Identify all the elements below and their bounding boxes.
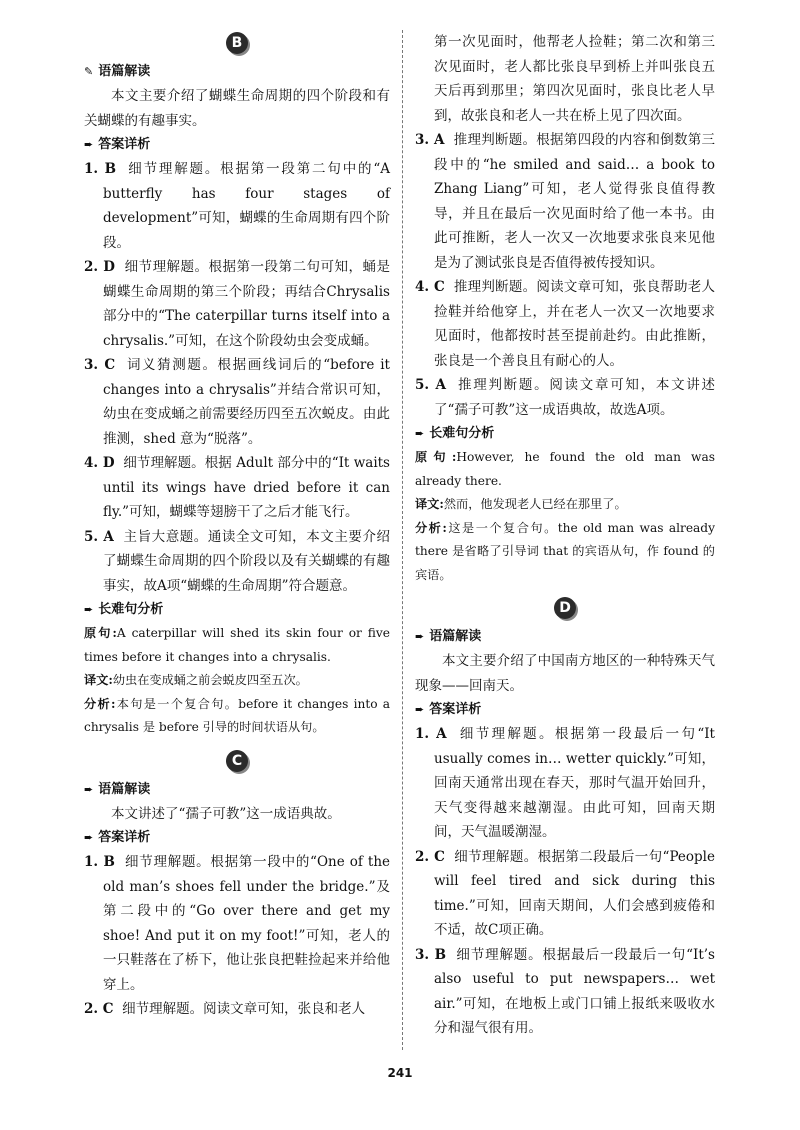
arrow-icon: ➨	[415, 703, 425, 716]
arrow-icon: ➨	[84, 831, 94, 844]
left-column	[84, 28, 390, 1022]
section-c-badge: C	[226, 750, 248, 772]
arrow-icon: ➨	[415, 630, 425, 643]
answer-heading: ➨ 答案详析	[84, 826, 390, 850]
arrow-icon: ➨	[84, 138, 94, 151]
column-divider	[402, 30, 403, 1050]
sentence-heading: ➨ 长难句分析	[84, 598, 390, 622]
answer-item: 4. D 细节理解题。根据 Adult 部分中的“It waits until its wings have dried before it can fly.”可知，蝴蝶等翅膀干了之后才能飞行。	[84, 455, 390, 520]
page-number: 241	[387, 1066, 413, 1080]
sentence-heading: ➨ 长难句分析	[415, 422, 715, 446]
answer-item: 3. B 细节理解题。根据最后一段最后一句“It’s also useful to put newspapers… wet air.”可知，在地板上或门口铺上报纸来吸收水分和湿气很有用。	[415, 946, 715, 1036]
answer-item: 4. C 推理判断题。阅读文章可知，张良帮助老人捡鞋并给他穿上，并在老人一次又一次地要求见面时，他都按时甚至提前赴约。由此推断，张良是一个善良且有耐心的人。	[415, 279, 715, 369]
translation: 译文:幼虫在变成蛹之前会蜕皮四至五次。	[84, 673, 308, 687]
section-d-badge: D	[554, 597, 576, 619]
answer-item: 5. A 主旨大意题。通读全文可知，本文主要介绍了蝴蝶生命周期的四个阶段以及有关蝴蝶的有趣事实，故A项“蝴蝶的生命周期”符合题意。	[84, 528, 390, 594]
answer-item: 2. D 细节理解题。根据第一段第二句可知，蛹是蝴蝶生命周期的第三个阶段；再结合Chrysalis部分中的“The caterpillar turns itself into a chrysalis.”可知，在这个阶段幼虫会变成蛹。	[84, 259, 390, 349]
answer-item: 5. A 推理判断题。阅读文章可知，本文讲述了“孺子可教”这一成语典故，故选A项。	[415, 377, 716, 418]
original-sentence: 原句:A caterpillar will shed its skin four or five times before it changes into a chrysalis.	[84, 626, 390, 664]
reading-summary: 本文主要介绍了中国南方地区的一种特殊天气现象——回南天。	[415, 653, 715, 694]
arrow-icon: ➨	[84, 782, 94, 796]
answer-continuation: 第一次见面时，他帮老人捡鞋；第二次和第三次见面时，老人都比张良早到桥上并叫张良五天后再到那里；第四次见面时，张良比老人早到，故张良和老人一共在桥上见了四次面。	[434, 34, 715, 124]
original-sentence: 原句:However, he found the old man was already there.	[415, 450, 716, 488]
answer-item: 1. A 细节理解题。根据第一段最后一句“It usually comes in… wetter quickly.”可知，回南天通常出现在春天，那时气温开始回升，天气变得越来越潮湿。由此可知，回南天期间，天气温暖潮湿。	[415, 726, 715, 840]
answer-item: 1. B 细节理解题。根据第一段中的“One of the old man’s shoes fell under the bridge.”及第二段中的“Go over there and get my shoe! And put it on my foot!”可知，老人的一只鞋落在了桥下，他让张良把鞋捡起来并给他穿上。	[84, 854, 390, 993]
analysis: 分析:本句是一个复合句。before it changes into a chrysalis 是 before 引导的时间状语从句。	[84, 696, 391, 734]
pen-icon: ✎	[84, 65, 94, 78]
reading-summary: 本文主要介绍了蝴蝶生命周期的四个阶段和有关蝴蝶的有趣事实。	[84, 88, 390, 129]
arrow-icon: ➨	[84, 603, 94, 616]
section-b-header	[84, 32, 390, 54]
answer-heading: ➨ 答案详析	[84, 133, 390, 157]
answer-item: 2. C 细节理解题。阅读文章可知，张良和老人	[84, 1001, 366, 1017]
reading-heading: ➨ 语篇解读	[415, 625, 715, 649]
section-d-header	[415, 597, 715, 619]
right-column	[415, 30, 715, 1041]
answer-item: 3. C 词义猜测题。根据画线词后的“before it changes into a chrysalis”并结合常识可知，幼虫在变成蛹之前需要经历四至五次蜕皮。由此推测，shed 意为“脱落”。	[84, 357, 390, 447]
reading-heading: ➨ 语篇解读	[84, 778, 390, 802]
section-b-badge: B	[226, 32, 248, 54]
analysis: 分析:这是一个复合句。the old man was already there 是省略了引导词 that 的宾语从句，作 found 的宾语。	[415, 520, 715, 582]
answer-heading: ➨ 答案详析	[415, 698, 715, 722]
answer-item: 3. A 推理判断题。根据第四段的内容和倒数第三段中的“he smiled and said… a book to Zhang Liang”可知，老人觉得张良值得教导，并且在最后一次见面时给了他一本书。由此可推断，老人一次又一次地要求张良来见他是为了测试张良是否值得被传授知识。	[415, 132, 715, 271]
answer-item: 2. C 细节理解题。根据第二段最后一句“People will feel tired and sick during this time.”可知，回南天期间，人们会感到疲倦和不适，故C项正确。	[415, 848, 715, 938]
section-c-header	[84, 750, 390, 772]
answer-item: 1. B 细节理解题。根据第一段第二句中的“A butterfly has four stages of development”可知，蝴蝶的生命周期有四个阶段。	[84, 161, 390, 251]
translation: 译文:然而，他发现老人已经在那里了。	[415, 497, 627, 511]
reading-summary: 本文讲述了“孺子可教”这一成语典故。	[111, 805, 341, 822]
reading-heading: ✎ 语篇解读	[84, 60, 390, 84]
arrow-icon: ➨	[415, 427, 425, 440]
